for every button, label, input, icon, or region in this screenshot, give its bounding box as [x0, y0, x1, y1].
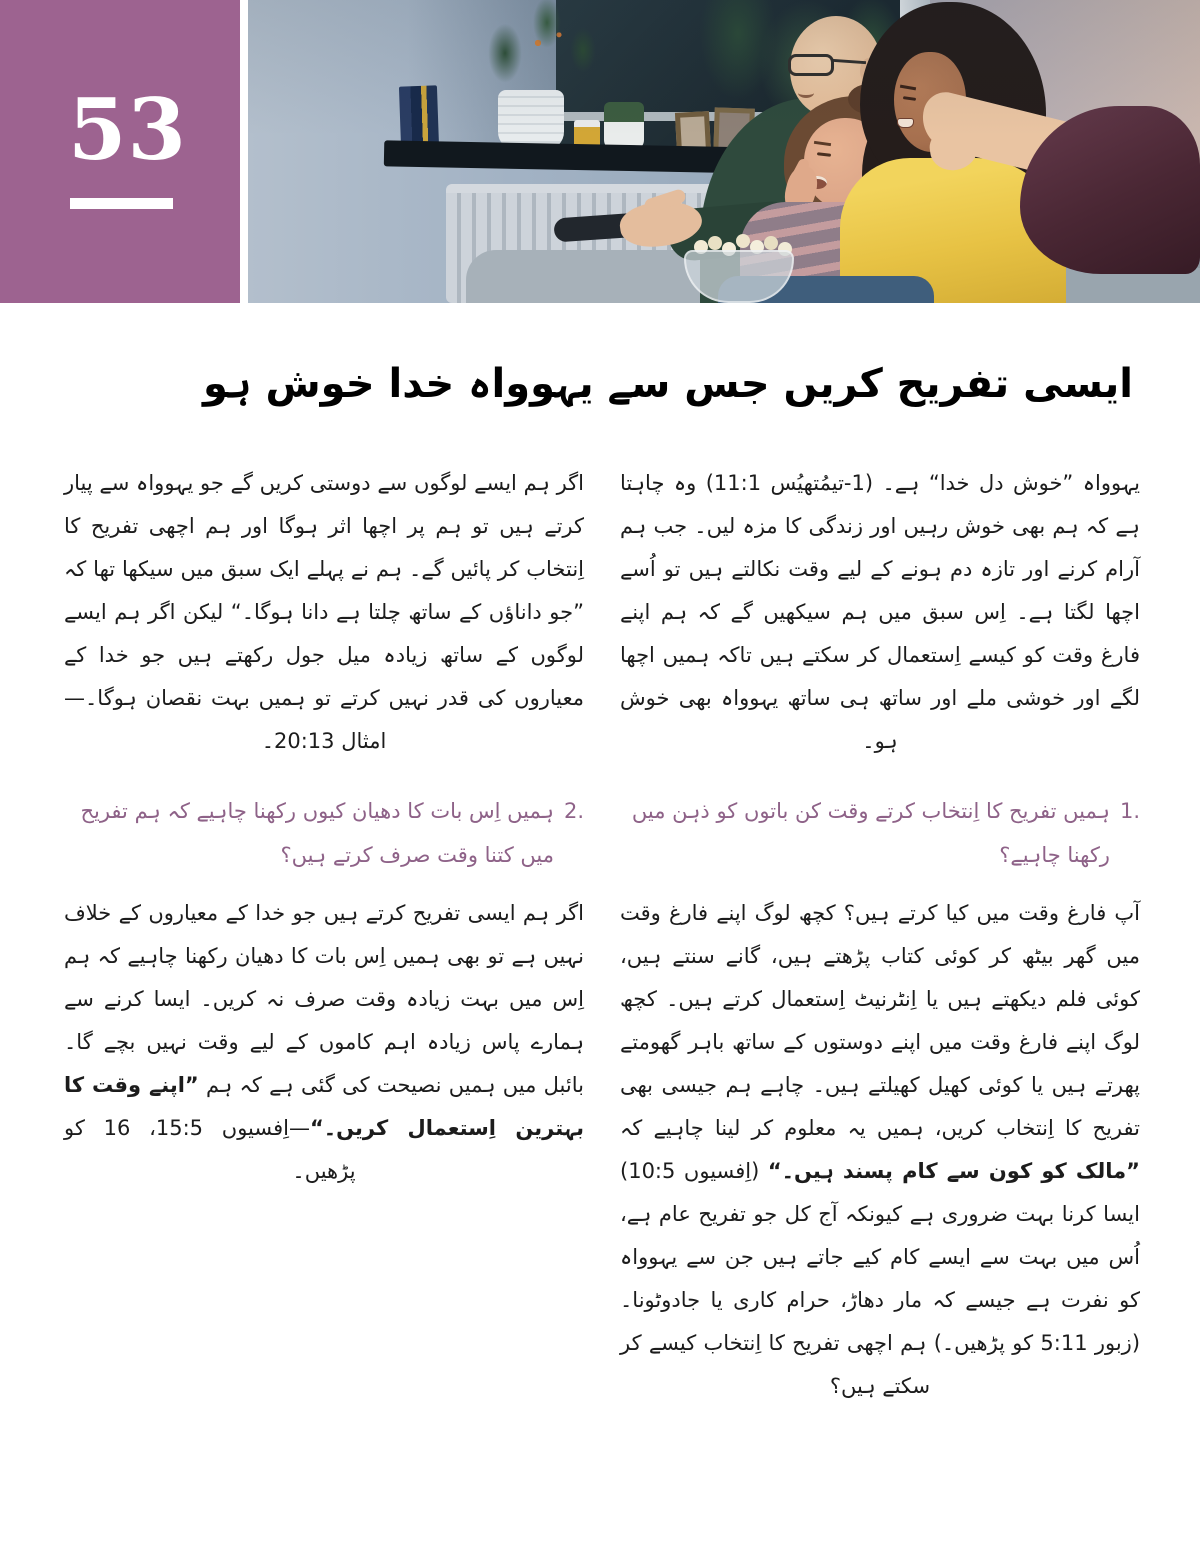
father-arm-around-mother [916, 88, 1100, 185]
father-head [790, 16, 882, 118]
lesson-title: ایسی تفریح کریں جس سے یہوواہ خدا خوش ہو [203, 361, 1133, 407]
question-2-number: 2. [563, 799, 584, 824]
lesson-number-badge [0, 0, 240, 303]
yellow-drink-glass [574, 120, 600, 152]
question-1-text: ہمیں تفریح کا اِنتخاب کرتے وقت کن باتوں کو ذہن میں رکھنا چاہیے؟ [631, 799, 1110, 868]
daughter-finger [788, 157, 811, 187]
father-ear [860, 58, 878, 84]
lesson-number-underline [70, 198, 173, 209]
lesson-number: 53 [68, 80, 187, 179]
mother-face [894, 52, 966, 152]
father-hand [617, 197, 704, 252]
family-watching-tv-photo [248, 0, 1200, 303]
wall-background [248, 0, 1200, 303]
father-glasses [788, 54, 834, 76]
window-glass [556, 0, 906, 150]
mother-hair [860, 2, 1046, 194]
glass-jar [950, 124, 976, 164]
daughter-striped-shirt [740, 202, 926, 303]
paragraph-1-continued: اگر ہم ایسے لوگوں سے دوستی کریں گے جو یہوواہ سے پیار کرتے ہیں تو ہم پر اچھا اثر ہوگا اور ہم اچھی تفریح کا اِنتخاب کر پائیں گے۔ ہم نے پہلے ایک سبق میں سیکھا تھا کہ ”جو داناؤں کے ساتھ چلتا ہے دانا ہوگا۔“ لیکن اگر ہم ایسے لوگوں کے ساتھ زیادہ میل جول رکھتے ہیں جو خدا کے معیاروں کی قدر نہیں کرتے تو ہمیں بہت نقصان ہوگا۔—امثال 20:13۔ [64, 471, 584, 754]
father-sleeve [666, 199, 800, 262]
father-sleeve-cuff [1079, 138, 1151, 205]
question-2 [64, 789, 584, 877]
glasses-temple [832, 59, 866, 64]
couch-armrest [796, 232, 1200, 303]
question-1-number: 1. [1119, 799, 1140, 824]
mother-eyebrow [900, 85, 916, 91]
paragraph-2: اگر ہم ایسی تفریح کرتے ہیں جو خدا کے معیاروں کے خلاف نہیں ہے تو بھی ہمیں اِس بات کا دھیان رکھنا چاہیے کہ ہم اِس میں بہت زیادہ وقت صرف نہ کریں۔ ایسا کرنے سے ہمارے پاس زیادہ اہم کاموں کے لیے وقت نہیں بچے گا۔ بائبل میں ہمیں نصیحت کی گئی ہے کہ ہم ”اپنے وقت کا بہترین اِستعمال کریں۔“—اِفسیوں 15:5، 16 کو پڑھیں۔ [64, 900, 585, 1183]
couch-seat [808, 268, 1200, 303]
burgundy-blanket [1020, 106, 1200, 274]
column-left [64, 462, 584, 1434]
daughter-mouth [808, 176, 827, 189]
daughter-hair [784, 96, 914, 218]
couch-back [466, 250, 796, 303]
jeans [718, 276, 934, 303]
question-1 [620, 789, 1140, 877]
mother-smile [897, 118, 914, 128]
father-hand-on-shoulder [927, 125, 980, 173]
mother-eye [903, 96, 916, 101]
small-plant-pot [604, 102, 644, 150]
radiator [446, 184, 726, 303]
daughter-eyebrow [814, 141, 831, 146]
photo-frame [713, 107, 755, 156]
daughter-eye [817, 152, 831, 157]
daughter-face [804, 118, 890, 210]
popcorn [694, 240, 708, 254]
father-sweater [700, 98, 900, 303]
page-header [0, 0, 1200, 303]
photo-frame [675, 111, 711, 155]
column-right [620, 462, 1140, 1434]
intro-paragraph: یہوواہ ”خوش دل خدا“ ہے۔ (1-تیمُتھیُس 11:1) وہ چاہتا ہے کہ ہم بھی خوش رہیں اور زندگی کا مزہ لیں۔ جب ہم آرام کرنے اور تازہ دم ہونے کے لیے وقت نکالتے ہیں تو اُسے اچھا لگتا ہے۔ اِس سبق میں ہم سیکھیں گے کہ ہم اپنے فارغ وقت کو کیسے اِستعمال کر سکتے ہیں تاکہ ہمیں اچھا لگے اور خوشی ملے اور ساتھ ہی ساتھ یہوواہ بھی خوش ہو۔ [620, 471, 1141, 754]
window-inner-ledge [556, 112, 906, 121]
popcorn-bowl [684, 250, 794, 303]
mother-yellow-sweater [840, 158, 1066, 303]
question-2-text: ہمیں اِس بات کا دھیان کیوں رکھنا چاہیے کہ ہم تفریح میں کتنا وقت صرف کرتے ہیں؟ [80, 799, 554, 868]
content-columns [63, 462, 1140, 1434]
window-frame-post [900, 0, 930, 228]
large-flower-pot [498, 90, 564, 150]
paragraph-1: آپ فارغ وقت میں کیا کرتے ہیں؟ کچھ لوگ اپنے فارغ وقت میں گھر بیٹھ کر کوئی کتاب پڑھتے ہیں، گانے سنتے ہیں، کوئی فلم دیکھتے ہیں یا اِنٹرنیٹ اِستعمال کرتے ہیں۔ کچھ لوگ اپنے فارغ وقت میں اپنے دوستوں کے ساتھ باہر گھومتے پھرتے ہیں یا کوئی کھیل کھیلتے ہیں۔ چاہے ہم جیسی بھی تفریح کا اِنتخاب کریں، ہمیں یہ معلوم کر لینا چاہیے کہ ”مالک کو کون سے کام پسند ہیں۔“ (اِفسیوں 10:5) ایسا کرنا بہت ضروری ہے کیونکہ آج کل جو تفریح عام ہے، اُس میں بہت سے ایسے کام کیے جاتے ہیں جن سے یہوواہ کو نفرت ہے جیسے کہ مار دھاڑ، حرام کاری یا جادوٹونا۔ (زبور 5:11 کو پڑھیں۔) ہم اچھی تفریح کا اِنتخاب کیسے کر سکتے ہیں؟ [620, 900, 1141, 1399]
remote-control [553, 209, 684, 242]
candle-holder [984, 92, 1024, 164]
windowsill [384, 140, 976, 177]
wall-shadow [368, 0, 563, 165]
books-on-sill [399, 85, 439, 148]
large-plant [460, 0, 610, 96]
father-smile [798, 88, 814, 98]
daughter-hair-bun [848, 84, 890, 114]
father-finger [643, 188, 687, 214]
daughter-hand [781, 163, 822, 217]
